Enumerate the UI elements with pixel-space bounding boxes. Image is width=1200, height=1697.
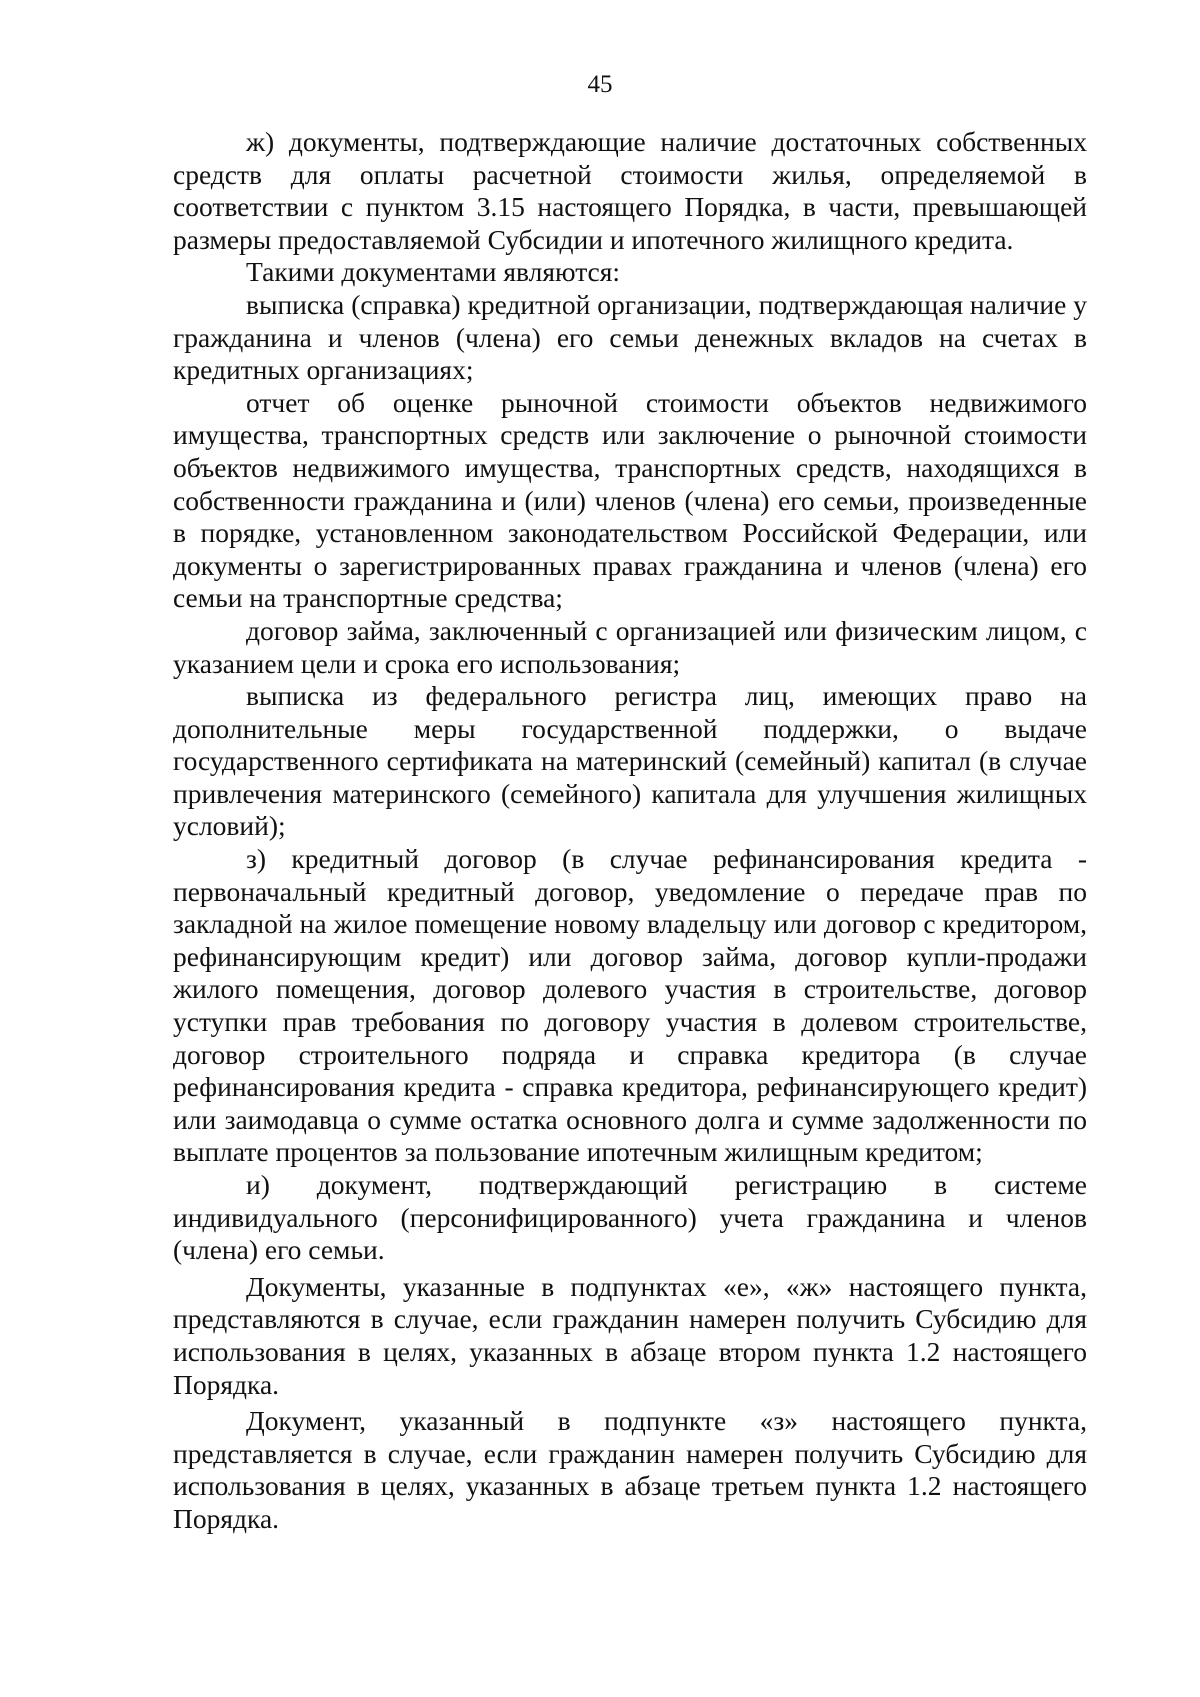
paragraph-item-zh: ж) документы, подтверждающие наличие достаточных собственных средств для оплаты расчетной стоимости жилья, определяемой в соответствии с пунктом 3.15 настоящего Порядка, в части, превышающей размеры предоставляемой Субсидии и ипотечного жилищного кредита. <box>173 126 1087 255</box>
paragraph-bank-statement: выписка (справка) кредитной организации, подтверждающая наличие у гражданина и членов (члена) его семьи денежных вкладов на счетах в кредитных организациях; <box>173 288 1087 386</box>
paragraph-document-z-note: Документ, указанный в подпункте «з» настоящего пункта, представляется в случае, если гражданин намерен получить Субсидию для использования в целях, указанных в абзаце третьем пункта 1.2 настоящего Порядка. <box>173 1405 1087 1534</box>
page-number: 45 <box>587 71 613 98</box>
paragraph-valuation-report: отчет об оценке рыночной стоимости объектов недвижимого имущества, транспортных средств или заключение о рыночной стоимости объектов недвижимого имущества, транспортных средств, находящихся в собственности гражданина и (или) членов (члена) его семьи, произведенные в порядке, установленном законодательством Российской Федерации, или документы о зарегистрированных правах гражданина и членов (члена) его семьи на транспортные средства; <box>173 386 1087 614</box>
document-body <box>173 126 1087 1536</box>
paragraph-item-z: з) кредитный договор (в случае рефинансирования кредита - первоначальный кредитный договор, уведомление о передаче прав по закладной на жилое помещение новому владельцу или договор с кредитором, рефинансирующим кредит) или договор займа, договор купли-продажи жилого помещения, договор долевого участия в строительстве, договор уступки прав требования по договору участия в долевом строительстве, договор строительного подряда и справка кредитора (в случае рефинансирования кредита - справка кредитора, рефинансирующего кредит) или заимодавца о сумме остатка основного долга и сумме задолженности по выплате процентов за пользование ипотечным жилищным кредитом; <box>173 843 1087 1168</box>
paragraph-documents-e-zh-note: Документы, указанные в подпунктах «е», «ж» настоящего пункта, представляются в случае, если гражданин намерен получить Субсидию для использования в целях, указанных в абзаце втором пункта 1.2 настоящего Порядка. <box>173 1270 1087 1400</box>
paragraph-documents-intro: Такими документами являются: <box>246 256 621 288</box>
paragraph-loan-agreement: договор займа, заключенный с организацией или физическим лицом, с указанием цели и срока его использования; <box>173 614 1087 679</box>
paragraph-item-i: и) документ, подтверждающий регистрацию в системе индивидуального (персонифицированного) учета гражданина и членов (члена) его семьи. <box>173 1169 1087 1266</box>
paragraph-registry-extract: выписка из федерального регистра лиц, имеющих право на дополнительные меры государственной поддержки, о выдаче государственного сертификата на материнский (семейный) капитал (в случае привлечения материнского (семейного) капитала для улучшения жилищных условий); <box>173 680 1087 842</box>
